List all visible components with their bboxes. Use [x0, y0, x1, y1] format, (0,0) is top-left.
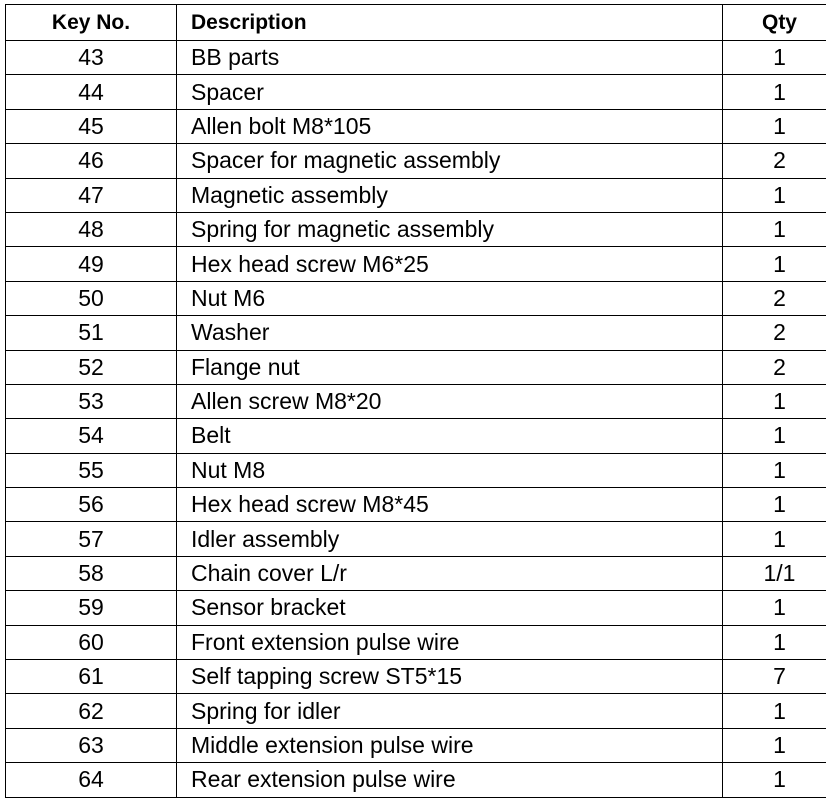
qty-cell: 2	[723, 144, 826, 178]
key-no-cell: 45	[6, 109, 177, 143]
table-row	[6, 212, 826, 246]
qty-cell: 1	[723, 247, 826, 281]
qty-cell: 1	[723, 41, 826, 75]
key-no-cell: 56	[6, 488, 177, 522]
qty-cell: 1	[723, 212, 826, 246]
qty-cell: 1	[723, 453, 826, 487]
parts-list-table	[5, 4, 826, 798]
description-cell: Allen screw M8*20	[177, 384, 723, 418]
qty-cell: 1	[723, 419, 826, 453]
table-row	[6, 144, 826, 178]
key-no-cell: 60	[6, 625, 177, 659]
key-no-cell: 48	[6, 212, 177, 246]
description-cell: Washer	[177, 316, 723, 350]
key-no-cell: 55	[6, 453, 177, 487]
qty-cell: 1	[723, 728, 826, 762]
table-row	[6, 453, 826, 487]
key-no-cell: 47	[6, 178, 177, 212]
key-no-cell: 51	[6, 316, 177, 350]
description-cell: Spring for idler	[177, 694, 723, 728]
description-cell: Chain cover L/r	[177, 556, 723, 590]
table-row	[6, 660, 826, 694]
table-row	[6, 488, 826, 522]
table-row	[6, 75, 826, 109]
header-description: Description	[177, 5, 723, 41]
description-cell: Allen bolt M8*105	[177, 109, 723, 143]
description-cell: Hex head screw M6*25	[177, 247, 723, 281]
qty-cell: 1	[723, 178, 826, 212]
table-row	[6, 384, 826, 418]
description-cell: Front extension pulse wire	[177, 625, 723, 659]
description-cell: Flange nut	[177, 350, 723, 384]
key-no-cell: 59	[6, 591, 177, 625]
key-no-cell: 63	[6, 728, 177, 762]
table-header	[6, 5, 826, 41]
description-cell: Spring for magnetic assembly	[177, 212, 723, 246]
key-no-cell: 61	[6, 660, 177, 694]
description-cell: Belt	[177, 419, 723, 453]
table-row	[6, 694, 826, 728]
table-row	[6, 281, 826, 315]
qty-cell: 1	[723, 488, 826, 522]
qty-cell: 1	[723, 522, 826, 556]
description-cell: Hex head screw M8*45	[177, 488, 723, 522]
key-no-cell: 43	[6, 41, 177, 75]
key-no-cell: 46	[6, 144, 177, 178]
table-row	[6, 728, 826, 762]
header-qty: Qty	[723, 5, 826, 41]
qty-cell: 2	[723, 316, 826, 350]
description-cell: Nut M6	[177, 281, 723, 315]
description-cell: BB parts	[177, 41, 723, 75]
table-row	[6, 763, 826, 797]
table-row	[6, 178, 826, 212]
qty-cell: 2	[723, 350, 826, 384]
qty-cell: 2	[723, 281, 826, 315]
key-no-cell: 44	[6, 75, 177, 109]
table-row	[6, 591, 826, 625]
description-cell: Spacer	[177, 75, 723, 109]
key-no-cell: 57	[6, 522, 177, 556]
table-row	[6, 522, 826, 556]
description-cell: Self tapping screw ST5*15	[177, 660, 723, 694]
description-cell: Nut M8	[177, 453, 723, 487]
table-row	[6, 109, 826, 143]
description-cell: Middle extension pulse wire	[177, 728, 723, 762]
qty-cell: 7	[723, 660, 826, 694]
header-key-no: Key No.	[6, 5, 177, 41]
table-row	[6, 556, 826, 590]
key-no-cell: 49	[6, 247, 177, 281]
qty-cell: 1	[723, 75, 826, 109]
key-no-cell: 58	[6, 556, 177, 590]
table-row	[6, 350, 826, 384]
description-cell: Rear extension pulse wire	[177, 763, 723, 797]
header-row	[6, 5, 826, 41]
table-row	[6, 316, 826, 350]
qty-cell: 1/1	[723, 556, 826, 590]
qty-cell: 1	[723, 384, 826, 418]
table-row	[6, 41, 826, 75]
key-no-cell: 54	[6, 419, 177, 453]
key-no-cell: 50	[6, 281, 177, 315]
description-cell: Idler assembly	[177, 522, 723, 556]
key-no-cell: 53	[6, 384, 177, 418]
table-body	[6, 41, 826, 798]
key-no-cell: 64	[6, 763, 177, 797]
key-no-cell: 62	[6, 694, 177, 728]
qty-cell: 1	[723, 625, 826, 659]
table-row	[6, 247, 826, 281]
qty-cell: 1	[723, 591, 826, 625]
table-row	[6, 419, 826, 453]
qty-cell: 1	[723, 763, 826, 797]
qty-cell: 1	[723, 109, 826, 143]
description-cell: Spacer for magnetic assembly	[177, 144, 723, 178]
description-cell: Magnetic assembly	[177, 178, 723, 212]
table-row	[6, 625, 826, 659]
qty-cell: 1	[723, 694, 826, 728]
key-no-cell: 52	[6, 350, 177, 384]
description-cell: Sensor bracket	[177, 591, 723, 625]
